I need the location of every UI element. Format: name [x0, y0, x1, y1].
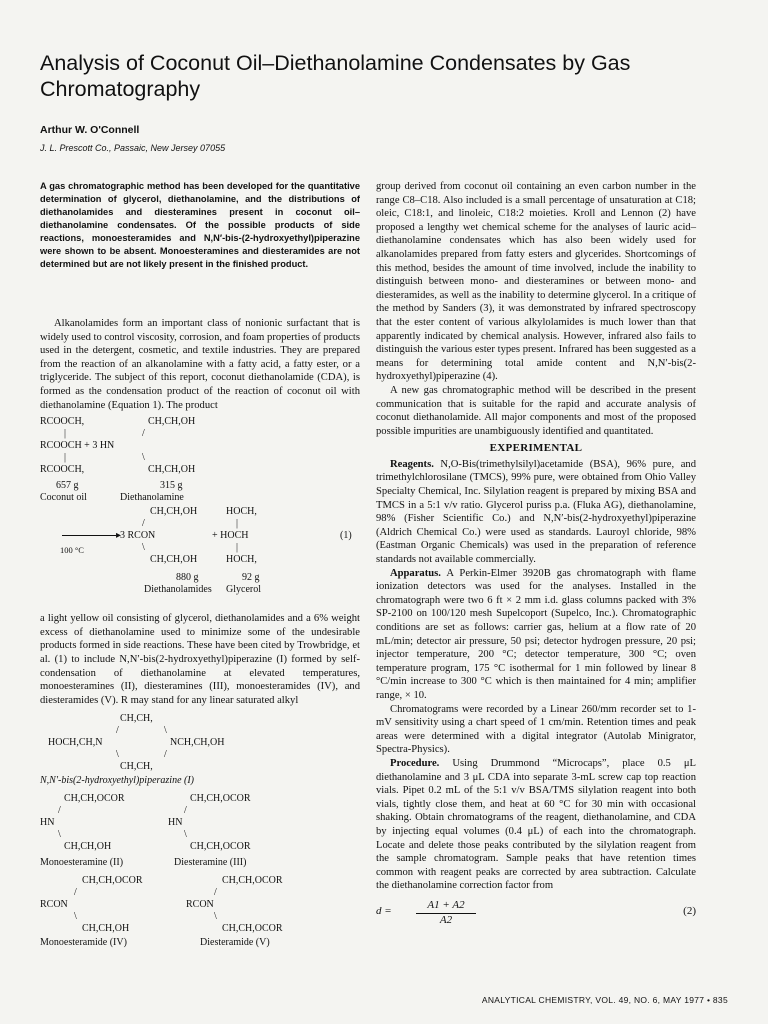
equation-number-1: (1) — [340, 530, 352, 542]
apparatus-heading: Apparatus. — [390, 567, 441, 579]
eq1-bond: | — [64, 452, 67, 464]
author-affiliation: J. L. Prescott Co., Passaic, New Jersey 07055 — [40, 143, 226, 153]
structure-bond: \ — [74, 911, 77, 923]
eq1-mass-amine: 315 g — [160, 480, 183, 492]
structure-v-label: Diesteramide (V) — [200, 937, 270, 949]
eq1-name-glycerol: Glycerol — [226, 584, 261, 596]
eq1-temperature: 100 °C — [60, 545, 84, 556]
eq1-name-oil: Coconut oil — [40, 492, 87, 504]
side-product-structures — [40, 713, 360, 949]
eq2-fraction — [416, 899, 476, 928]
structure-ii-mid: HN — [40, 817, 55, 829]
eq1-product-line1: CH,CH,OH — [150, 506, 198, 518]
eq1-amine-line1: CH,CH,OH — [148, 416, 196, 428]
reagents-paragraph — [376, 458, 696, 567]
structure-bond: \ — [214, 911, 217, 923]
structure-bond: \ — [164, 725, 167, 737]
structure-iv-mid: RCON — [40, 899, 68, 911]
structure-i-label: N,N′-bis(2-hydroxyethyl)piperazine (I) — [40, 775, 194, 787]
reaction-arrow-icon: ▸ — [62, 530, 121, 542]
author-name: Arthur W. O'Connell — [40, 124, 140, 136]
structure-ii-bottom: CH,CH,OH — [64, 841, 112, 853]
structure-iii-top: CH,CH,OCOR — [190, 793, 251, 805]
reagents-heading: Reagents. — [390, 458, 434, 470]
right-paragraph-2: A new gas chromatographic method will be described in the present communication that is suitable for the rapid and accurate analysis of coconut diethanolamide. All major components and most of the proposed possible impurities are unambiguously identified and quantitated. — [376, 384, 696, 437]
eq1-bond: | — [236, 542, 239, 554]
structure-iv-top: CH,CH,OCOR — [82, 875, 143, 887]
eq1-mass-amides: 880 g — [176, 572, 199, 584]
structure-bond: \ — [116, 749, 119, 761]
structure-bond: / — [214, 887, 217, 899]
eq1-name-amides: Diethanolamides — [144, 584, 212, 596]
intro-paragraph-2: a light yellow oil consisting of glycerol, diethanolamides and a 6% weight excess of diethanolamine used to minimize some of the undesirable products formed in side reactions. These have been cited by Trowbridge, et al. (1) to include N,N′-bis(2-hydroxyethyl)piperazine (I) formed by self-condensation of diethanolamine at elevated temperatures, monoesteramines (II), diesteramines (III), monoesteramides (IV), and diesteramides (V). R may stand for any linear saturated alkyl — [40, 613, 360, 706]
structure-bond: \ — [58, 829, 61, 841]
apparatus-body: A Perkin-Elmer 3920B gas chromatograph with flame ionization detectors was used for the analyses. Installed in the chromatograph were two 6 ft × 2 mm i.d. glass columns packed with 3% SP-2100 on 100/120 mesh Supelcoport (Supelco, Inc.). Chromatographic conditions are set as follows: carrier gas, helium at a flow rate of 20 mL/min; detector air pressure, 50 psi; detector hydrogen pressure, 20 psi; injector temperature, 200 °C; detector temperature, 300 °C; oven temperature program, 175 °C isothermal for 1 min followed by linear 8 °C/min increase to 300 °C which is then maintained for 4 min; amplifier range, × 10. — [376, 567, 696, 701]
eq1-bond: | — [64, 428, 67, 440]
structure-bond: / — [184, 805, 187, 817]
eq1-product-line3: CH,CH,OH — [150, 554, 198, 566]
structure-v-mid: RCON — [186, 899, 214, 911]
page-footer: ANALYTICAL CHEMISTRY, VOL. 49, NO. 6, MAY 1977 • 835 — [481, 995, 728, 1005]
left-column — [40, 180, 360, 953]
structure-bond: / — [116, 725, 119, 737]
structure-iii-mid: HN — [168, 817, 183, 829]
procedure-paragraph — [376, 757, 696, 893]
abstract: A gas chromatographic method has been developed for the quantitative determination of glycerol, diethanolamine, and the distributions of diethanolamides and diesteramines present in coconut oil–diethanolamine condensates. Of the possible products of side reactions, monoesteramides and N,N′-bis-(2-hydroxyethyl)piperazine were shown to be absent. Monoesteramines and diesteramides are not determined but are not likely present in the finished product. — [40, 181, 360, 269]
eq1-glycerol-line2: + HOCH — [212, 530, 249, 542]
eq1-name-amine: Diethanolamine — [120, 492, 184, 504]
structure-i-bottom: CH,CH, — [120, 761, 153, 773]
structure-i-left: HOCH,CH,N — [48, 737, 103, 749]
eq1-reactant-line2: RCOOCH + 3 HN — [40, 440, 115, 452]
equation-2 — [376, 899, 696, 927]
eq1-product-line2: 3 RCON — [120, 530, 156, 542]
eq1-glycerol-line3: HOCH, — [226, 554, 257, 566]
eq1-bond: / — [142, 428, 145, 440]
eq1-reactant-line3: RCOOCH, — [40, 464, 85, 476]
structure-iii-bottom: CH,CH,OCOR — [190, 841, 251, 853]
structure-bond: / — [164, 749, 167, 761]
eq1-bond: | — [236, 518, 239, 530]
right-column — [376, 180, 696, 927]
structure-iv-bottom: CH,CH,OH — [82, 923, 130, 935]
structure-iii-label: Diesteramine (III) — [174, 857, 247, 869]
eq1-bond: \ — [142, 452, 145, 464]
structure-v-bottom: CH,CH,OCOR — [222, 923, 283, 935]
eq1-bond: / — [142, 518, 145, 530]
procedure-heading: Procedure. — [390, 757, 440, 769]
structure-v-top: CH,CH,OCOR — [222, 875, 283, 887]
eq2-denominator: A2 — [439, 914, 453, 927]
eq1-glycerol-line1: HOCH, — [226, 506, 257, 518]
right-paragraph-1: group derived from coconut oil containing an even carbon number in the range C8–C18. Also included is a small percentage of unsaturation at C18; oleic, C18:1, and linoleic, C18:2 moieties. Kroll and Lennon (2) have proposed a lengthy wet chemical scheme for the analyses of lauric acid–diethanolamine condensates which has also been widely used for alkanolamides prepared from fatty esters and glycerides. Shortcomings of this method, besides the amount of time involved, include the inability to distinguish between mono- and diesteramines or between mono- and diesteramides, as well as the inability to determine glycerol. In a critique of the method by Sanders (3), it was demonstrated by infrared spectroscopy that the ester content of various alkylolamides is much lower than that apparently indicated by chemical analysis. However, infrared also fails to distinguish the various ester types present. Infrared has been suggested as a means for determining total amide content and N,N′-bis(2-hydroxyethyl)piperazine (4). — [376, 181, 696, 383]
structure-bond: / — [74, 887, 77, 899]
equation-number-2: (2) — [683, 904, 696, 917]
chromatograms-paragraph: Chromatograms were recorded by a Linear 260/mm recorder set to 1-mV sensitivity using a chart speed of 1 cm/min. Retention times and peak areas were determined with a digital integrator (Autolab Minigrator, Spectra-Physics). — [376, 703, 696, 756]
procedure-body: Using Drummond “Microcaps”, place 0.5 μL diethanolamine and 3 μL CDA into separate 3-mL screw cap top reaction vials. Pipet 0.2 mL of the 5:1 v/v BSA/TMS silylation reagent into both vials, tightly close them, and heat at 60 °C for 30 min with occasional shaking. Obtain chromatograms of the reagent, diethanolamine, and CDA by injecting equal volumes (0.4 μL) of each into the chromatograph. Locate and delete those peaks contributed by the silylation reagent from the sample chromatogram. Sample peaks that have retention times common with reagent peaks are corrected by area subtraction. Calculate the diethanolamine correction factor from — [376, 757, 696, 892]
structure-ii-top: CH,CH,OCOR — [64, 793, 125, 805]
eq1-mass-oil: 657 g — [56, 480, 79, 492]
apparatus-paragraph — [376, 567, 696, 703]
intro-paragraph-1: Alkanolamides form an important class of nonionic surfactant that is widely used to control viscosity, corrosion, and foam properties of products used in the detergent, cosmetic, and textile industries. They are prepared from the reaction of an alkanolamine with a fatty acid, a fatty ester, or a triglyceride. The subject of this report, coconut diethanolamide (CDA), is formed as the condensation product of the reaction of coconut oil with diethanolamine (Equation 1). The product — [40, 318, 361, 411]
article-title: Analysis of Coconut Oil–Diethanolamine Condensates by Gas Chromatography — [40, 51, 631, 101]
eq1-bond: \ — [142, 542, 145, 554]
eq2-lhs: d = — [376, 904, 392, 917]
eq2-numerator: A1 + A2 — [416, 899, 476, 915]
structure-i-right: NCH,CH,OH — [170, 737, 225, 749]
structure-bond: / — [58, 805, 61, 817]
structure-bond: \ — [184, 829, 187, 841]
eq1-mass-glycerol: 92 g — [242, 572, 260, 584]
equation-1 — [40, 416, 360, 608]
eq1-reactant-line1: RCOOCH, — [40, 416, 85, 428]
structure-iv-label: Monoesteramide (IV) — [40, 937, 127, 949]
structure-ii-label: Monoesteramine (II) — [40, 857, 124, 869]
structure-i-top: CH,CH, — [120, 713, 153, 725]
reagents-body: N,O-Bis(trimethylsilyl)acetamide (BSA), 96% pure, and trimethylchlorosilane (TMCS), 99% pure, were obtained from Ohio Valley Specialty Chemical, Inc. Silylation reagent is prepared by mixing BSA and TMCS in a 5:1 v/v ratio. Glycerol puriss p.a. (Fluka AG), diethanolamine, 98% (Fisher Scientific Co.) and N,N′-bis(2-hydroxyethyl)piperazine (Aldrich Chemical Co.) were used as standards. Lauroyl chloride, 98% (Eastman Organic Chemicals) was used in the preparation of reference standards not available commercially. — [376, 458, 696, 566]
eq1-amine-line3: CH,CH,OH — [148, 464, 196, 476]
section-heading-experimental: EXPERIMENTAL — [489, 442, 583, 455]
